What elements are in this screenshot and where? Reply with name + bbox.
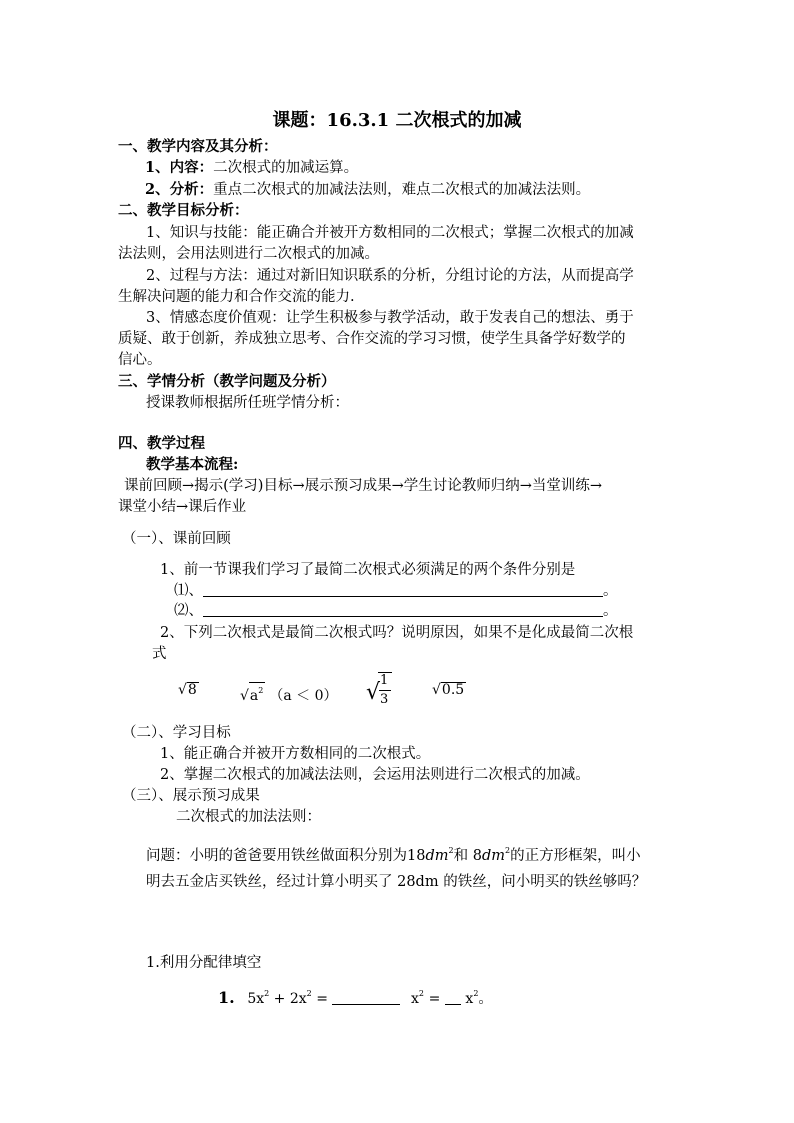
goal-attitude-line-3: 信心。 [118, 352, 162, 368]
radical-sqrt-a-squared [240, 682, 338, 705]
blank-2-end: 。 [603, 603, 618, 619]
student-analysis-text: 授课教师根据所任班学情分析： [146, 395, 349, 411]
equation-left [247, 991, 332, 1007]
radical-sqrt-0-5 [432, 682, 466, 698]
radical-sign-icon: √ [366, 680, 381, 705]
radicand-a-exponent: 2 [258, 686, 264, 695]
analysis-item [145, 180, 590, 200]
section-1-heading: 一、教学内容及其分析： [118, 138, 278, 155]
learning-goal-1: 1、能正确合并被开方数相同的二次根式。 [160, 746, 431, 762]
analysis-text: 重点二次根式的加减法法则，难点二次根式的加减法法则。 [213, 182, 591, 198]
part-3-heading: （三）、展示预习成果 [122, 788, 260, 804]
radicand-0-5: 0.5 [441, 682, 465, 698]
part-2-heading: （二）、学习目标 [122, 725, 231, 741]
area-unit-2-exponent: 2 [504, 846, 511, 855]
problem-text-a: 问题：小明的爸爸要用铁丝做面积分别为18 [146, 848, 426, 864]
var-x-2-exponent: 2 [473, 989, 479, 998]
blank-2-label: ⑵、 [174, 603, 203, 619]
equals-sign-2: = [428, 991, 445, 1007]
problem-line-1 [146, 841, 641, 866]
content-item [145, 158, 358, 178]
goal-attitude-line-2: 质疑、敢于创新，养成独立思考、合作交流的学习习惯，使学生具备学好数学的 [118, 331, 626, 347]
term-2x: + 2x [269, 991, 307, 1007]
flow-line-2: 课堂小结→课后作业 [118, 499, 247, 515]
area-unit-1-exponent: 2 [448, 846, 454, 855]
fraction-numerator: 1 [380, 673, 389, 688]
fill-in-heading: 1.利用分配律填空 [146, 955, 262, 971]
radical-sqrt-8 [178, 682, 199, 698]
equation-end: 。 [478, 991, 493, 1007]
goal-process-line-2: 生解决问题的能力和合作交流的能力. [118, 289, 355, 305]
term-2x-exponent: 2 [306, 989, 312, 998]
var-x-1-exponent: 2 [418, 989, 424, 998]
answer-blank-2[interactable] [203, 601, 603, 617]
fraction-bar [379, 690, 391, 691]
section-4-heading: 四、教学过程 [118, 435, 205, 452]
blank-1-label: ⑴、 [174, 583, 203, 599]
equation-row [218, 984, 493, 1009]
part-1-heading: （一）、课前回顾 [122, 531, 231, 547]
term-5x-exponent: 2 [264, 989, 270, 998]
radical-sqrt-one-third [366, 668, 396, 712]
equation-x-1 [411, 991, 424, 1007]
equals-sign-1: = [311, 991, 333, 1007]
review-question-2-line-1: 2、下列二次根式是最简二次根式吗？说明原因，如果不是化成最简二次根 [160, 625, 634, 641]
radical-sign-icon: √ [240, 688, 249, 704]
radicand-a-squared [249, 682, 265, 704]
review-question-2-line-2: 式 [152, 646, 167, 662]
goal-knowledge-line-2: 法法则，会用法则进行二次根式的加减。 [118, 246, 379, 262]
var-x-1: x [411, 991, 419, 1007]
radical-sign-icon: √ [178, 682, 187, 698]
learning-goal-2: 2、掌握二次根式的加减法法则，会运用法则进行二次根式的加减。 [160, 767, 590, 783]
addition-rule-heading: 二次根式的加法法则： [176, 809, 321, 825]
area-unit-1: dm [425, 848, 449, 864]
section-3-heading: 三、学情分析（教学问题及分析） [118, 373, 336, 390]
var-x-2: x [465, 991, 474, 1007]
goal-knowledge-line-1: 1、知识与技能：能正确合并被开方数相同的二次根式；掌握二次根式的加减 [146, 225, 634, 241]
goal-process-line-1: 2、过程与方法：通过对新旧知识联系的分析，分组讨论的方法，从而提高学 [146, 268, 634, 284]
content-text: 二次根式的加减运算。 [213, 160, 359, 176]
review-question-1: 1、前一节课我们学习了最简二次根式必须满足的两个条件分别是 [160, 562, 576, 578]
flow-heading: 教学基本流程: [146, 456, 239, 473]
answer-blank-1[interactable] [203, 581, 603, 597]
content-label: 1、内容： [145, 159, 214, 176]
blank-1-end: 。 [603, 583, 618, 599]
fraction-denominator: 3 [380, 692, 389, 707]
equation-x-2 [465, 991, 478, 1007]
goal-attitude-line-1: 3、情感态度价值观：让学生积极参与教学活动，敢于发表自己的想法、勇于 [146, 310, 634, 326]
page-title: 课题：16.3.1 二次根式的加减 [272, 110, 522, 131]
radicand-a: a [249, 688, 259, 704]
section-2-heading: 二、教学目标分析： [118, 202, 249, 219]
equation-blank-1[interactable] [332, 989, 400, 1005]
blank-line-2 [174, 601, 618, 621]
problem-text-c: 的正方形框架，叫小 [510, 848, 641, 864]
radical-condition: （a ＜ 0） [269, 688, 338, 704]
equation-blank-2[interactable] [445, 989, 461, 1005]
equation-number: 1. [218, 988, 235, 1007]
problem-line-2: 明去五金店买铁丝，经过计算小明买了 28dm 的铁丝，问小明买的铁丝够吗？ [146, 874, 647, 890]
term-5x: 5x [247, 991, 265, 1007]
problem-text-b: 和 8 [453, 848, 482, 864]
radical-sign-icon: √ [432, 682, 441, 698]
flow-line-1: 课前回顾→揭示(学习)目标→展示预习成果→学生讨论教师归纳→当堂训练→ [124, 478, 603, 494]
radicand-8: 8 [187, 682, 197, 698]
blank-line-1 [174, 581, 618, 601]
area-unit-2: dm [481, 848, 505, 864]
analysis-label: 2、分析： [145, 181, 214, 198]
